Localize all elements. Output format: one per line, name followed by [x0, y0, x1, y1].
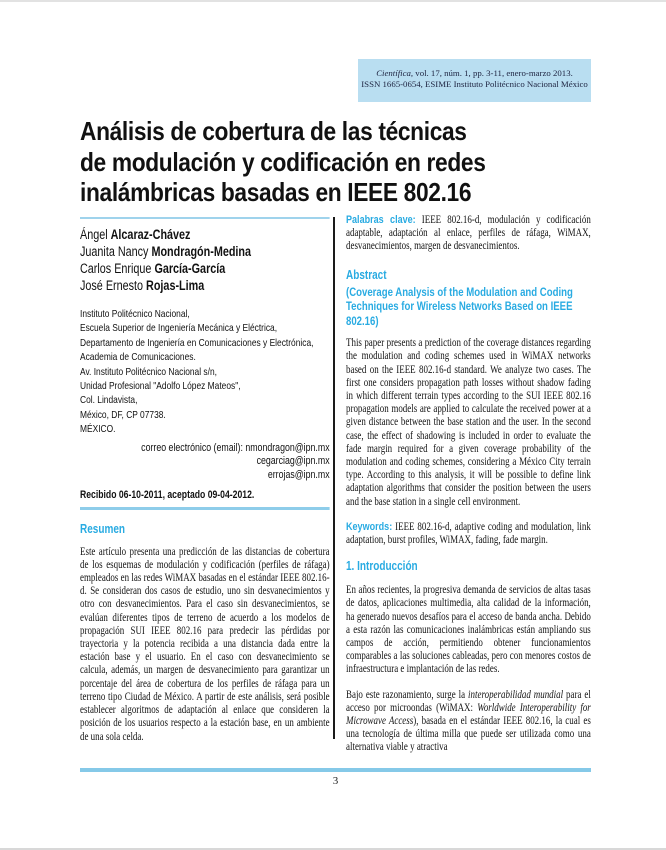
- affiliation-line: México, DF, CP 07738.: [80, 408, 166, 421]
- author-name: [80, 277, 330, 294]
- author-given-name: Ángel: [80, 227, 111, 242]
- introduction-heading: 1. Introducción: [346, 559, 418, 574]
- resumen-heading: Resumen: [80, 521, 126, 536]
- journal-citation-rest: , vol. 17, núm. 1, pp. 3-11, enero-marzo 2013.: [410, 68, 573, 78]
- email-line: errojas@ipn.mx: [267, 468, 330, 481]
- article-title-line: de modulación y codificación en redes: [80, 146, 486, 177]
- introduction-paragraph-2: [346, 689, 591, 755]
- author-name: [80, 243, 330, 260]
- affiliation-line: Academia de Comunicaciones.: [80, 351, 196, 364]
- resumen-body: Este artículo presenta una predicción de las distancias de cobertura de los esquemas de modulación y codificación (perfiles de ráfaga) empleados en las redes WiMAX basadas en el estándar IEEE 802.16-d. Se consideran dos casos de estudio, uno sin desvanecimientos y otro con desvanecimientos. Para el caso sin desvanecimientos, se evalúan diferentes tipos de terreno de acuerdo a los modelos de propagación SUI IEEE 802.16 para predecir las pérdidas por trayectoria y la potencia recibida a una distancia dada entre la estación base y el usuario. En el caso con desvanecimiento se calcula, además, un margen de desvanecimiento para garantizar un porcentaje del área de cobertura de los perfiles de ráfaga para un terreno tipo Ciudad de México. A partir de este análisis, será posible establecer algoritmos de adaptación al enlace que consideren la posición de los usuarios respecto a la estación base, en un ambiente de una sola celda.: [80, 545, 330, 743]
- right-column: [346, 214, 591, 755]
- intro-p2-italic-phrase: interoperabilidad mundial: [468, 688, 564, 701]
- email-line: correo electrónico (email): nmondragon@ipn.mx: [141, 441, 330, 454]
- intro-p2-text: Bajo este razonamiento, surge la: [346, 688, 469, 701]
- journal-citation-line: [358, 68, 591, 79]
- article-title: [80, 116, 561, 208]
- author-surname: Rojas-Lima: [146, 278, 205, 293]
- author-given-name: Juanita Nancy: [80, 244, 152, 259]
- journal-name: Científica: [376, 68, 411, 78]
- abstract-translated-title: (Coverage Analysis of the Modulation and Coding Techniques for Wireless Networks Based on IEEE 802.16): [346, 284, 573, 328]
- author-given-name: Carlos Enrique: [80, 261, 155, 276]
- palabras-clave-text: IEEE 802.16-d, modulación y codificación adaptable, adaptación al enlace, perfiles de ráfaga, WiMAX, desvanecimientos, margen de desvanecimientos.: [346, 214, 591, 253]
- affiliation-line: Escuela Superior de Ingeniería Mecánica y Eléctrica,: [80, 322, 278, 335]
- left-column: [80, 217, 330, 744]
- affiliation-line: Instituto Politécnico Nacional,: [80, 308, 190, 320]
- author-surname: Alcaraz-Chávez: [110, 227, 191, 242]
- affiliation-line: Col. Lindavista,: [80, 394, 138, 407]
- affiliation-block: [80, 307, 330, 437]
- intro-p2-italic-phrase: Worldwide Interoperability for Microwave Access: [346, 701, 591, 727]
- footer-rule: [80, 768, 591, 772]
- journal-header-bar: [358, 59, 591, 102]
- affiliation-line: Unidad Profesional "Adolfo López Mateos",: [80, 380, 241, 393]
- page-number: 3: [332, 775, 339, 787]
- introduction-paragraph-1: En años recientes, la progresiva demanda de servicios de altas tasas de datos, aplicaciones multimedia, alta calidad de la información, ha generado nuevos desafíos para el acceso de banda ancha. Debido a esta razón las comunicaciones inalámbricas están ampliando sus campos de acción, permitiendo obtener funcionamientos comparables a las soluciones cableadas, pero con menores costos de infraestructura e implantación de las redes.: [346, 584, 591, 676]
- keywords-label: Keywords:: [346, 520, 393, 533]
- affiliation-line: Av. Instituto Politécnico Nacional s/n,: [80, 365, 217, 378]
- abstract-heading: Abstract: [346, 267, 387, 282]
- author-given-name: José Ernesto: [80, 278, 147, 293]
- palabras-clave-label: Palabras clave:: [346, 214, 416, 226]
- email-line: cegarciag@ipn.mx: [256, 455, 330, 468]
- author-surname: Mondragón-Medina: [151, 244, 252, 259]
- intro-p2-text: para el acceso por microondas (WiMAX:: [346, 688, 591, 714]
- affiliation-line: Departamento de Ingeniería en Comunicaciones y Electrónica,: [80, 336, 314, 349]
- section-rule: [80, 507, 330, 510]
- journal-issn-line: ISSN 1665-0654, ESIME Instituto Politécnico Nacional México: [361, 79, 588, 89]
- keywords-paragraph: [346, 521, 591, 547]
- authors-top-rule: [80, 217, 330, 219]
- authors-block: [80, 226, 330, 294]
- column-divider-rule: [333, 217, 335, 739]
- palabras-clave-paragraph: [346, 214, 591, 254]
- keywords-text: IEEE 802.16-d, adaptive coding and modulation, link adaptation, burst profiles, WiMAX, fading, fade margin.: [346, 520, 591, 546]
- author-name: [80, 226, 330, 243]
- article-title-line: inalámbricas basadas en IEEE 802.16: [80, 177, 472, 207]
- affiliation-line: MÉXICO.: [80, 423, 116, 436]
- author-surname: García-García: [154, 261, 226, 276]
- received-accepted-dates: Recibido 06-10-2011, aceptado 09-04-2012.: [80, 489, 255, 502]
- abstract-body: This paper presents a prediction of the coverage distances regarding the modulation and coding schemes used in WiMAX networks based on the IEEE 802.16-d standard. We analyze two cases. The first one considers propagation path losses without shadow fading in which different terrain types according to the SUI IEEE 802.16 propagation models are applied to calculate the received power at a given distance between the base station and the user. In the second case, the effect of shadowing is included in order to evaluate the fade margin required for a given coverage probability of the modulation and coding schemes, considering a México City terrain type. According to this analysis, it will be possible to define link adaptation algorithms that consider the position between the users and the base station in a single cell environment.: [346, 337, 591, 508]
- intro-p2-text: ), basada en el estándar IEEE 802.16, la cual es una tecnología de última milla que puede ser utilizada como una alternativa viable y atractiva: [346, 714, 591, 754]
- author-name: [80, 260, 330, 277]
- email-block: [80, 442, 330, 483]
- article-title-line: Análisis de cobertura de las técnicas: [80, 116, 467, 146]
